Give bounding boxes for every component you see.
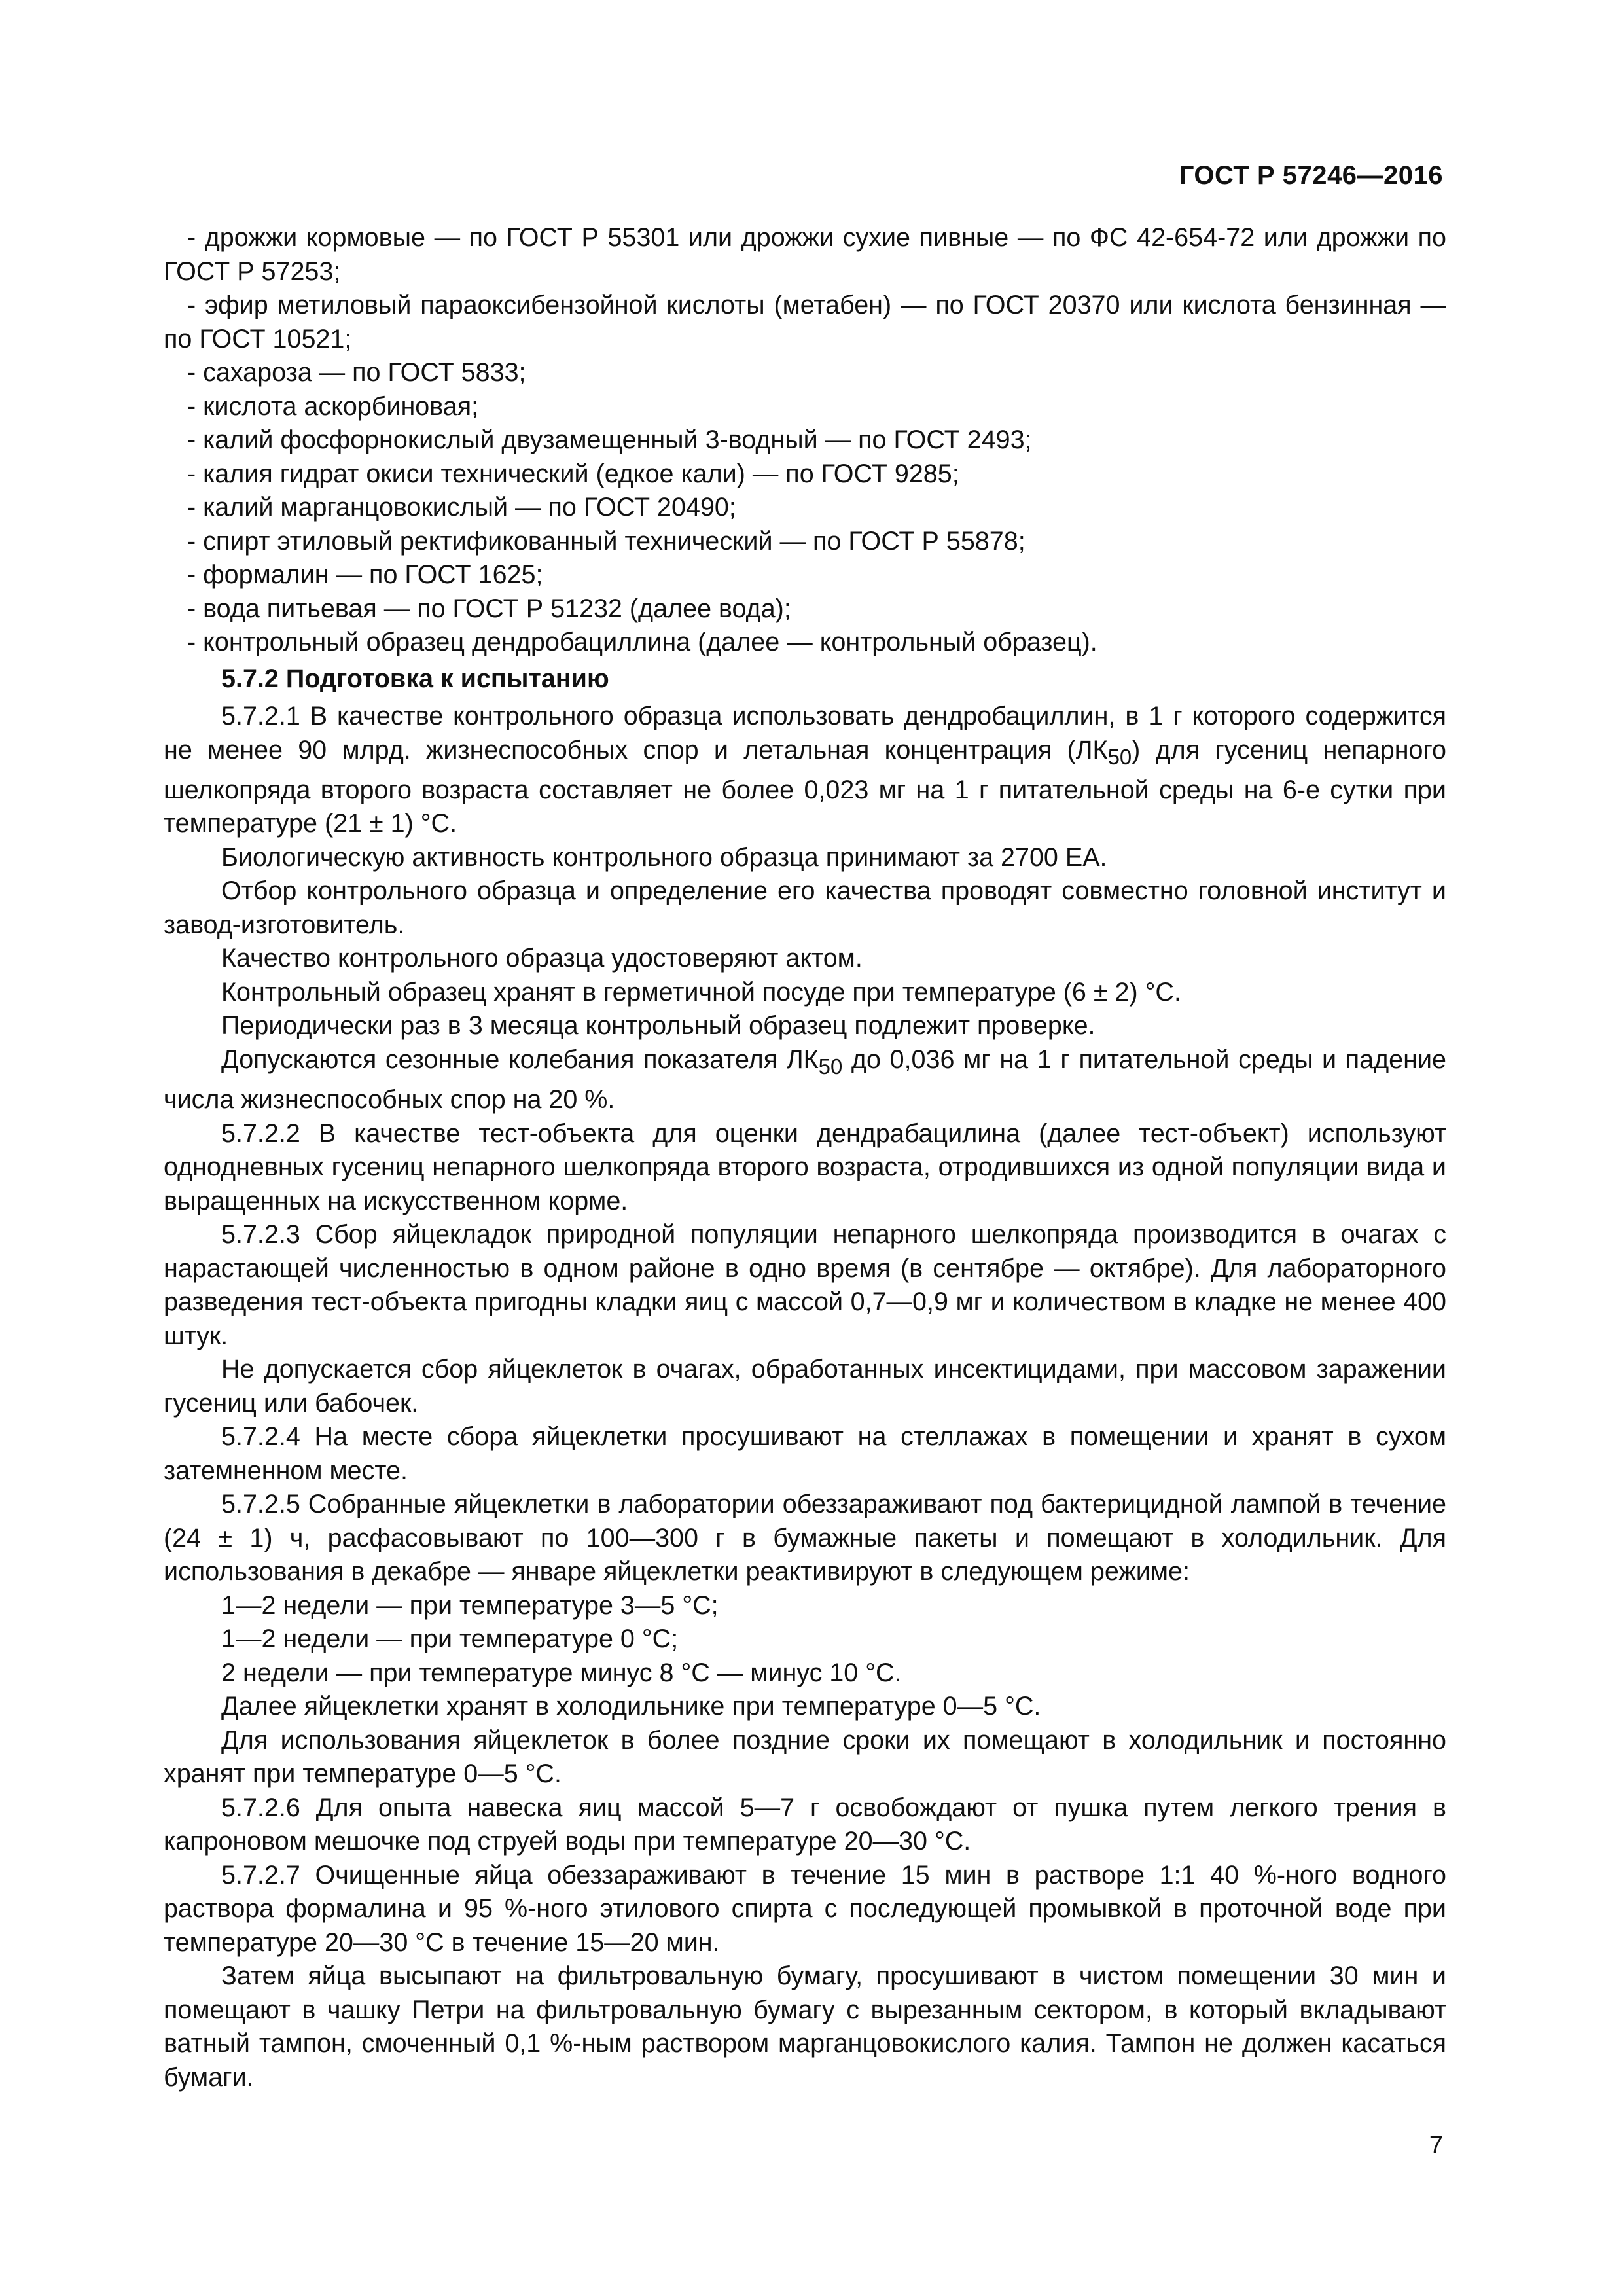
list-item: - эфир метиловый параоксибензойной кислоты (метабен) — по ГОСТ 20370 или кислота бензинная — по ГОСТ 10521; [164, 291, 1446, 353]
document-body [164, 221, 1446, 2094]
list-item: - формалин — по ГОСТ 1625; [187, 560, 543, 589]
paragraph-text: Допускаются сезонные колебания показателя ЛК [221, 1045, 819, 1074]
standard-header: ГОСТ Р 57246—2016 [1179, 161, 1443, 190]
list-item: - вода питьевая — по ГОСТ Р 51232 (далее вода); [187, 594, 791, 623]
paragraph: Отбор контрольного образца и определение его качества проводят совместно головной институт и завод-изготовитель. [164, 876, 1446, 939]
list-item: - дрожжи кормовые — по ГОСТ Р 55301 или дрожжи сухие пивные — по ФС 42-654-72 или дрожжи по ГОСТ Р 57253; [164, 223, 1446, 286]
list-item: - контрольный образец дендробациллина (далее — контрольный образец). [187, 628, 1097, 656]
paragraph: 5.7.2.5 Собранные яйцеклетки в лаборатории обеззараживают под бактерицидной лампой в течение (24 ± 1) ч, расфасовывают по 100—300 г в бумажные пакеты и помещают в холодильник. Для использования в декабре — январе яйцеклетки реактивируют в следующем режиме: [164, 1490, 1446, 1587]
paragraph: Периодически раз в 3 месяца контрольный образец подлежит проверке. [221, 1011, 1096, 1041]
paragraph: Качество контрольного образца удостоверяют актом. [221, 944, 863, 973]
paragraph-text: до 0,036 мг на 1 г питательной среды и падение числа жизнеспособных спор на 20 %. [164, 1045, 1446, 1115]
list-item: - калий марганцовокислый — по ГОСТ 20490; [187, 493, 736, 522]
section-heading: 5.7.2 Подготовка к испытанию [221, 664, 609, 693]
paragraph: Для использования яйцеклеток в более поздние сроки их помещают в холодильник и постоянно хранят при температуре 0—5 °С. [164, 1725, 1446, 1789]
paragraph: 5.7.2.7 Очищенные яйца обеззараживают в течение 15 мин в растворе 1:1 40 %-ного водного раствора формалина и 95 %-ного этилового спирта с последующей промывкой в проточной воде при температуре 20—30 °С в течение 15—20 мин. [164, 1860, 1446, 1957]
list-item: - калий фосфорнокислый двузамещенный 3-водный — по ГОСТ 2493; [187, 425, 1032, 454]
list-item: - спирт этиловый ректификованный технический — по ГОСТ Р 55878; [187, 526, 1026, 556]
paragraph: Не допускается сбор яйцеклеток в очагах, обработанных инсектицидами, при массовом заражении гусениц или бабочек. [164, 1355, 1446, 1418]
paragraph: Биологическую активность контрольного образца принимают за 2700 ЕА. [221, 842, 1107, 872]
page-number: 7 [1429, 2132, 1443, 2159]
paragraph-text: 5.7.2.1 В качестве контрольного образца использовать дендробациллин, в 1 г которого содержится не менее 90 млрд. жизнеспособных спор и летальная концентрация (ЛК [164, 702, 1446, 764]
paragraph [164, 700, 1446, 841]
paragraph: 5.7.2.4 На месте сбора яйцеклетки просушивают на стеллажах в помещении и хранят в сухом затемненном месте. [164, 1422, 1446, 1485]
paragraph: 1—2 недели — при температуре 0 °С; [221, 1624, 679, 1654]
subscript: 50 [1107, 744, 1132, 769]
paragraph: Затем яйца высыпают на фильтровальную бумагу, просушивают в чистом помещении 30 мин и помещают в чашку Петри на фильтровальную бумагу с вырезанным сектором, в который вкладывают ватный тампон, смоченный 0,1 %-ным раствором марганцовокислого калия. Тампон не должен касаться бумаги. [164, 1962, 1446, 2092]
paragraph: 5.7.2.6 Для опыта навеска яиц массой 5—7 г освобождают от пушка путем легкого трения в капроновом мешочке под струей воды при температуре 20—30 °С. [164, 1793, 1446, 1856]
paragraph: 5.7.2.2 В качестве тест-объекта для оценки дендрабацилина (далее тест-объект) используют однодневных гусениц непарного шелкопряда второго возраста, отродившихся из одной популяции вида и выращенных на искусственном корме. [164, 1119, 1446, 1215]
paragraph: 1—2 недели — при температуре 3—5 °С; [221, 1590, 719, 1620]
paragraph [164, 1043, 1446, 1117]
list-item: - сахароза — по ГОСТ 5833; [187, 358, 526, 387]
list-item: - калия гидрат окиси технический (едкое кали) — по ГОСТ 9285; [187, 459, 959, 488]
list-item: - кислота аскорбиновая; [187, 391, 479, 421]
subscript: 50 [818, 1054, 843, 1079]
paragraph-text: ) для гусениц непарного шелкопряда второго возраста составляет не более 0,023 мг на 1 г питательной среды на 6-е сутки при температуре (21 ± 1) °С. [164, 735, 1446, 838]
paragraph: Далее яйцеклетки хранят в холодильнике при температуре 0—5 °С. [221, 1692, 1041, 1721]
paragraph: 5.7.2.3 Сбор яйцекладок природной популяции непарного шелкопряда производится в очагах с нарастающей численностью в одном районе в одно время (в сентябре — октябре). Для лабораторного разведения тест-объекта пригодны кладки яиц с массой 0,7—0,9 мг и количеством в кладке не менее 400 штук. [164, 1220, 1446, 1350]
paragraph: 2 недели — при температуре минус 8 °С — минус 10 °С. [221, 1658, 902, 1687]
reagents-list [164, 221, 1446, 660]
paragraph: Контрольный образец хранят в герметичной посуде при температуре (6 ± 2) °С. [221, 977, 1181, 1007]
